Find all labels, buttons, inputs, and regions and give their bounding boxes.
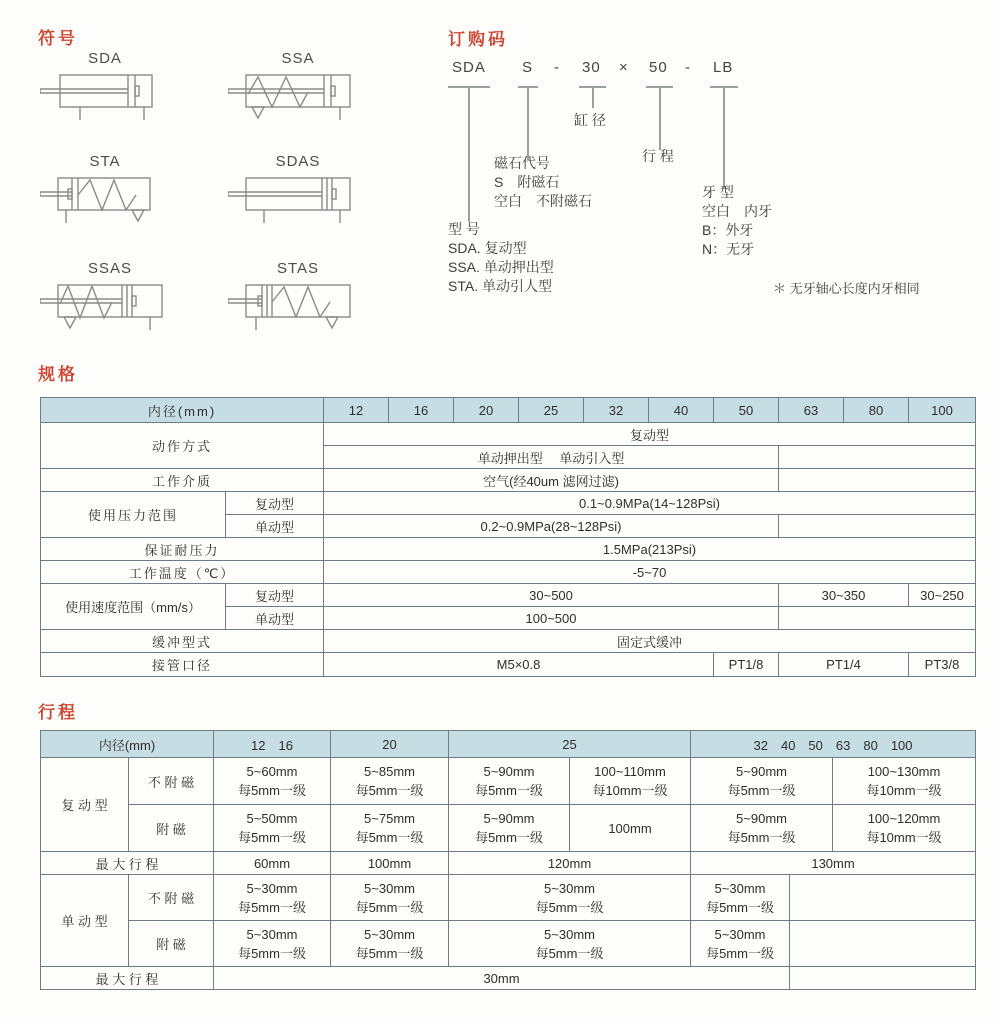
spec-cushion-row [41, 630, 976, 653]
pressure-sub-double: 复动型 [226, 492, 324, 515]
stroke-step: 每10mm一级 [866, 783, 942, 798]
stroke-cell [331, 875, 449, 921]
stroke-range: 5~30mm [246, 880, 298, 896]
symbol-sdas-label: SDAS [275, 153, 321, 170]
code-stroke: 50 [649, 59, 668, 76]
stroke-cell [449, 875, 691, 921]
code-bore: 30 [582, 59, 601, 76]
stroke-step: 每5mm一级 [238, 899, 306, 915]
model-legend-opt2: SSA. 单动押出型 [448, 259, 554, 275]
port-label: 接管口径 [41, 653, 324, 677]
speed-double-high-cell: 30~250 [909, 584, 976, 607]
stroke-header-row [41, 731, 976, 758]
stroke-range: 100mm [608, 820, 652, 836]
code-thread: LB [713, 59, 734, 76]
mag-label: 附 磁 [129, 921, 214, 967]
stroke-cell [214, 805, 331, 852]
stroke-step: 每10mm一级 [592, 783, 668, 798]
stroke-range: 100~130mm [867, 764, 941, 779]
max-stroke-label: 最 大 行 程 [41, 852, 214, 875]
max-stroke-cell: 100mm [331, 852, 449, 875]
cylinder-symbol-ssas-icon [40, 280, 180, 334]
stroke-single-nomag-row [41, 875, 976, 921]
speed-label: 使用速度范围（mm/s） [41, 584, 226, 630]
code-dash1: - [554, 59, 560, 76]
code-thread-stem [723, 86, 725, 188]
speed-sub-single: 单动型 [226, 607, 324, 630]
symbol-ssas [40, 260, 200, 334]
stroke-step: 每5mm一级 [238, 830, 306, 845]
port-pt14-cell: PT1/4 [779, 653, 909, 677]
double-acting-label: 复 动 型 [41, 758, 129, 852]
speed-single-empty-cell [779, 607, 976, 630]
spec-section-title: 规格 [38, 365, 78, 384]
bore-col-80: 80 [844, 398, 909, 423]
bore-col-20: 20 [454, 398, 519, 423]
stroke-cell [691, 758, 833, 805]
code-model-stem [468, 86, 470, 222]
stroke-cell [449, 921, 691, 967]
spec-speed-row-1 [41, 584, 976, 607]
code-bore-stem [592, 86, 594, 108]
bore-col-63: 63 [779, 398, 844, 423]
bore-col-12: 12 [324, 398, 389, 423]
speed-single-cell: 100~500 [324, 607, 779, 630]
stroke-cell [449, 758, 570, 805]
code-dash2: - [685, 59, 691, 76]
nomag-label: 不 附 磁 [129, 758, 214, 805]
spec-temp-row [41, 561, 976, 584]
spec-port-row [41, 653, 976, 677]
stroke-step: 每5mm一级 [706, 945, 774, 961]
stroke-group-25: 25 [449, 731, 691, 758]
code-model: SDA [452, 59, 486, 76]
stroke-cell [691, 921, 790, 967]
stroke-range: 5~85mm [364, 764, 415, 779]
stroke-cell [833, 805, 976, 852]
stroke-step: 每10mm一级 [866, 830, 942, 845]
magnet-legend-title: 磁石代号 [494, 155, 550, 171]
thread-legend-opt3: N：无牙 [702, 241, 755, 257]
cylinder-symbol-stas-icon [228, 280, 368, 334]
stroke-cell [214, 921, 331, 967]
spec-proof-row [41, 538, 976, 561]
symbol-sda [40, 50, 200, 124]
symbol-sta-label: STA [89, 153, 121, 170]
stroke-step: 每5mm一级 [475, 783, 543, 798]
symbol-ssa [228, 50, 388, 124]
symbol-stas [228, 260, 388, 334]
cushion-value-cell: 固定式缓冲 [324, 630, 976, 653]
stroke-group-32-100: 32 40 50 63 80 100 [691, 731, 976, 758]
symbol-sda-label: SDA [88, 50, 122, 67]
stroke-cell [833, 758, 976, 805]
code-magnet: S [522, 59, 534, 76]
pressure-label: 使用压力范围 [41, 492, 226, 538]
stroke-group-20: 20 [331, 731, 449, 758]
code-stroke-stem [659, 86, 661, 150]
stroke-range: 5~30mm [246, 926, 298, 942]
symbol-stas-label: STAS [276, 260, 320, 277]
bore-label: 缸 径 [574, 112, 606, 128]
single-acting-label: 单 动 型 [41, 875, 129, 967]
stroke-range: 5~90mm [736, 764, 787, 779]
stroke-header-label: 内径(mm) [41, 731, 214, 758]
stroke-step: 每5mm一级 [238, 783, 306, 798]
model-legend-title: 型 号 [448, 221, 480, 237]
stroke-range: 5~30mm [544, 926, 595, 942]
port-pt38-cell: PT3/8 [909, 653, 976, 677]
port-m5-cell: M5×0.8 [324, 653, 714, 677]
stroke-range: 5~75mm [364, 811, 415, 826]
bore-col-40: 40 [649, 398, 714, 423]
cushion-label: 缓冲型式 [41, 630, 324, 653]
stroke-step: 每5mm一级 [355, 899, 424, 915]
pressure-single-cell: 0.2~0.9MPa(28~128Psi) [324, 515, 779, 538]
medium-empty-cell [779, 469, 976, 492]
magnet-legend [494, 154, 592, 211]
max-stroke-cell: 120mm [449, 852, 691, 875]
symbol-sdas [228, 153, 388, 227]
proof-value-cell: 1.5MPa(213Psi) [324, 538, 976, 561]
spec-action-row-1 [41, 423, 976, 446]
stroke-cell [214, 875, 331, 921]
model-legend [448, 220, 554, 296]
stroke-section-title: 行程 [38, 703, 78, 722]
bore-col-100: 100 [909, 398, 976, 423]
action-single-empty-cell [779, 446, 976, 469]
stroke-cell [449, 805, 570, 852]
stroke-single-mag-row [41, 921, 976, 967]
model-legend-opt3: STA. 单动引人型 [448, 278, 552, 294]
max-stroke-label: 最 大 行 程 [41, 967, 214, 990]
nomag-label: 不 附 磁 [129, 875, 214, 921]
spec-pressure-row-1 [41, 492, 976, 515]
action-label: 动作方式 [41, 423, 324, 469]
thread-legend-opt1: 空白 内牙 [702, 203, 772, 219]
temp-label: 工作温度（℃） [41, 561, 324, 584]
code-magnet-stem [527, 86, 529, 160]
stroke-cell [331, 758, 449, 805]
stroke-range: 5~30mm [714, 926, 766, 942]
spec-header-label: 内径(mm) [41, 398, 324, 423]
stroke-step: 每5mm一级 [355, 830, 424, 845]
stroke-step: 每5mm一级 [727, 830, 796, 845]
ordering-section-title: 订购码 [448, 30, 508, 49]
thread-note: ＊ 无牙轴心长度内牙相同 [773, 281, 920, 296]
stroke-empty-cell [790, 967, 976, 990]
stroke-cell [570, 805, 691, 852]
mag-label: 附 磁 [129, 805, 214, 852]
cylinder-symbol-sta-icon [40, 173, 170, 227]
medium-value-cell: 空气(经40um 滤网过滤) [324, 469, 779, 492]
pressure-double-cell: 0.1~0.9MPa(14~128Psi) [324, 492, 976, 515]
stroke-range: 5~90mm [736, 811, 787, 826]
port-pt18-cell: PT1/8 [714, 653, 779, 677]
symbols-section-title: 符号 [38, 29, 78, 48]
cylinder-symbol-sdas-icon [228, 173, 368, 227]
code-times: × [619, 59, 629, 76]
stroke-step: 每5mm一级 [355, 945, 424, 961]
stroke-double-mag-row [41, 805, 976, 852]
stroke-cell [691, 875, 790, 921]
stroke-group-12-16: 12 16 [214, 731, 331, 758]
stroke-table [40, 730, 976, 990]
action-double-cell: 复动型 [324, 423, 976, 446]
stroke-empty-cell [790, 875, 976, 921]
stroke-step: 每5mm一级 [475, 830, 543, 845]
magnet-legend-opt1: S 附磁石 [494, 174, 560, 190]
thread-legend-title: 牙 型 [702, 184, 734, 200]
symbol-ssa-label: SSA [281, 50, 315, 67]
temp-value-cell: -5~70 [324, 561, 976, 584]
stroke-range: 5~90mm [483, 811, 535, 826]
stroke-range: 100~120mm [867, 811, 941, 826]
spec-header-row [41, 398, 976, 423]
stroke-single-max-row [41, 967, 976, 990]
stroke-range: 5~30mm [364, 880, 415, 896]
stroke-range: 100~110mm [594, 764, 666, 779]
symbol-ssas-label: SSAS [87, 260, 133, 277]
symbol-sta [40, 153, 200, 227]
medium-label: 工作介质 [41, 469, 324, 492]
stroke-step: 每5mm一级 [706, 899, 774, 915]
stroke-range: 5~30mm [714, 880, 766, 896]
bore-col-50: 50 [714, 398, 779, 423]
model-legend-opt1: SDA. 复动型 [448, 240, 527, 256]
stroke-step: 每5mm一级 [727, 783, 796, 798]
magnet-legend-opt2: 空白 不附磁石 [494, 193, 592, 209]
stroke-range: 5~90mm [483, 764, 535, 779]
speed-double-mid-cell: 30~350 [779, 584, 909, 607]
max-stroke-cell: 130mm [691, 852, 976, 875]
max-stroke-cell: 60mm [214, 852, 331, 875]
stroke-cell [331, 805, 449, 852]
bore-col-16: 16 [389, 398, 454, 423]
pressure-sub-single: 单动型 [226, 515, 324, 538]
spec-table [40, 397, 976, 677]
cylinder-symbol-sda-icon [40, 70, 170, 124]
speed-double-main-cell: 30~500 [324, 584, 779, 607]
stroke-cell [331, 921, 449, 967]
speed-sub-double: 复动型 [226, 584, 324, 607]
cylinder-symbol-ssa-icon [228, 70, 368, 124]
stroke-range: 5~30mm [544, 880, 595, 896]
stroke-range: 5~30mm [364, 926, 415, 942]
spec-medium-row [41, 469, 976, 492]
stroke-cell [214, 758, 331, 805]
pressure-single-empty-cell [779, 515, 976, 538]
max-stroke-cell: 30mm [214, 967, 790, 990]
thread-legend-opt2: B：外牙 [702, 222, 754, 238]
thread-legend [702, 183, 772, 259]
stroke-double-max-row [41, 852, 976, 875]
stroke-cell [691, 805, 833, 852]
stroke-step: 每5mm一级 [238, 945, 306, 961]
stroke-step: 每5mm一级 [355, 783, 424, 798]
stroke-range: 5~50mm [246, 811, 298, 826]
stroke-step: 每5mm一级 [535, 899, 604, 915]
proof-label: 保证耐压力 [41, 538, 324, 561]
stroke-double-nomag-row [41, 758, 976, 805]
stroke-label: 行 程 [642, 148, 674, 164]
stroke-range: 5~60mm [246, 764, 298, 779]
action-single-cell: 单动押出型 单动引入型 [324, 446, 779, 469]
stroke-cell [570, 758, 691, 805]
stroke-empty-cell [790, 921, 976, 967]
bore-col-25: 25 [519, 398, 584, 423]
bore-col-32: 32 [584, 398, 649, 423]
ordering-code-section [448, 25, 993, 320]
stroke-step: 每5mm一级 [535, 945, 604, 961]
